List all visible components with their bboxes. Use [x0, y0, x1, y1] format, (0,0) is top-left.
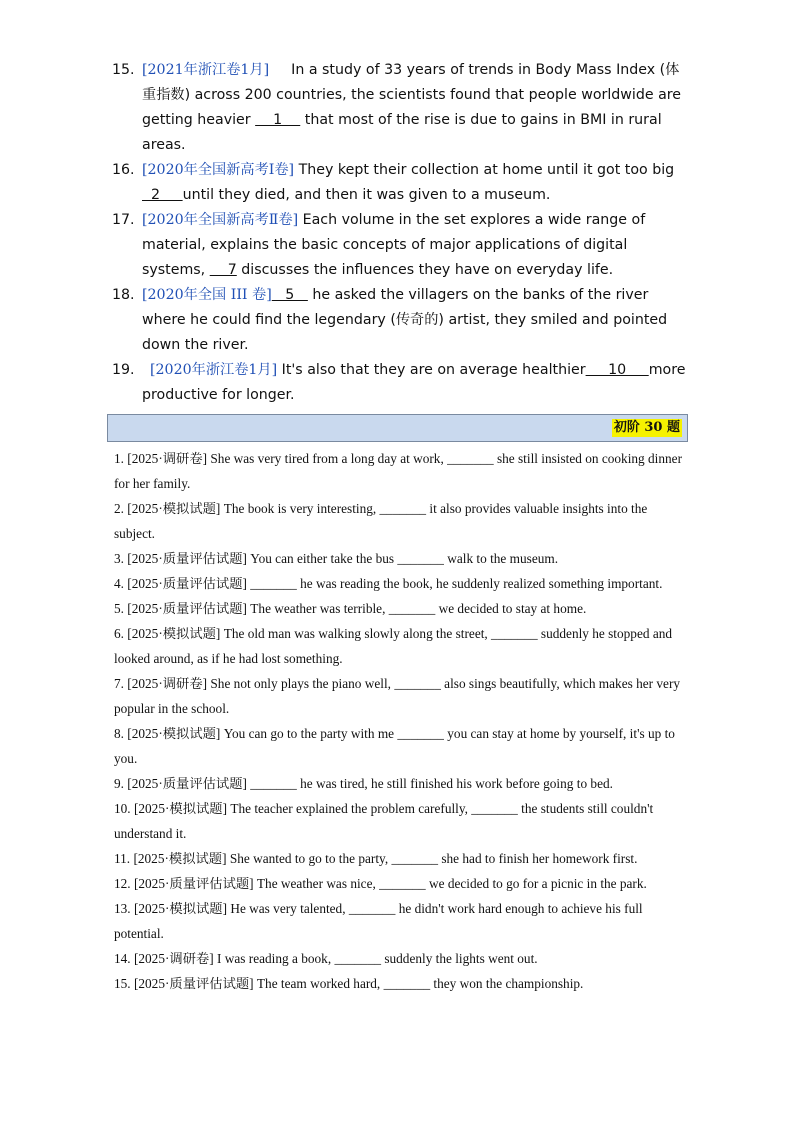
- question-15: [112, 58, 692, 158]
- answer-blank: 7: [209, 262, 237, 278]
- question-source: 8. [2025·模拟试题]: [114, 726, 221, 741]
- question-19: [112, 358, 692, 408]
- section-label: 初阶 30 题: [613, 420, 680, 435]
- question-text: The team worked hard, _______ they won the championship.: [253, 976, 584, 991]
- practice-question: [114, 671, 684, 721]
- question-17: [112, 208, 692, 283]
- answer-blank: 10: [585, 362, 649, 378]
- question-text: She wanted to go to the party, _______ she had to finish her homework first.: [226, 851, 638, 866]
- question-text: _______ he was reading the book, he suddenly realized something important.: [246, 576, 663, 591]
- question-text-pre: Each volume in the set explores a wide range of material, explains the basic concepts of major applications of digital systems,: [142, 212, 646, 278]
- question-text-pre: It's also that they are on average healthier: [277, 362, 586, 378]
- question-text: The old man was walking slowly along the street, _______ suddenly he stopped and looked around, as if he had lost something.: [114, 626, 673, 666]
- question-text-post: more productive for longer.: [142, 362, 686, 403]
- practice-question: [114, 721, 684, 771]
- question-source: [2020年全国新高考Ⅰ卷]: [142, 162, 295, 178]
- question-text: The teacher explained the problem carefully, _______ the students still couldn't understand it.: [114, 801, 654, 841]
- question-text: You can either take the bus _______ walk to the museum.: [246, 551, 559, 566]
- practice-question: [114, 496, 684, 546]
- question-source: 13. [2025·模拟试题]: [114, 901, 228, 916]
- question-source: 15. [2025·质量评估试题]: [114, 976, 254, 991]
- practice-question: [114, 796, 684, 846]
- question-source: 4. [2025·质量评估试题]: [114, 576, 247, 591]
- question-source: 12. [2025·质量评估试题]: [114, 876, 254, 891]
- question-text: She was very tired from a long day at work, _______ she still insisted on cooking dinner for her family.: [114, 451, 682, 491]
- question-text: He was very talented, _______ he didn't work hard enough to achieve his full potential.: [114, 901, 643, 941]
- question-source: 7. [2025·调研卷]: [114, 676, 208, 691]
- question-source: 2. [2025·模拟试题]: [114, 501, 221, 516]
- question-text: You can go to the party with me _______ you can stay at home by yourself, it's up to you.: [114, 726, 675, 766]
- question-source: [2020年浙江卷1月]: [150, 362, 278, 378]
- answer-blank: 2: [142, 187, 183, 203]
- question-source: 1. [2025·调研卷]: [114, 451, 208, 466]
- question-text: I was reading a book, _______ suddenly the lights went out.: [213, 951, 538, 966]
- question-number: 17.: [112, 212, 135, 228]
- previous-questions-list: [112, 58, 692, 408]
- question-number: 19.: [112, 362, 135, 378]
- practice-questions-list: [114, 446, 684, 996]
- question-text: She not only plays the piano well, _______ also sings beautifully, which makes her very popular in the school.: [114, 676, 681, 716]
- question-source: 11. [2025·模拟试题]: [114, 851, 227, 866]
- question-text: The book is very interesting, _______ it also provides valuable insights into the subject.: [114, 501, 648, 541]
- answer-blank: 1: [255, 112, 301, 128]
- question-text-post: that most of the rise is due to gains in BMI in rural areas.: [142, 112, 662, 153]
- section-banner: [107, 414, 688, 442]
- question-16: [112, 158, 692, 208]
- practice-question: [114, 896, 684, 946]
- question-text: The weather was nice, _______ we decided to go for a picnic in the park.: [253, 876, 647, 891]
- question-number: 16.: [112, 162, 135, 178]
- question-text-post: discusses the influences they have on everyday life.: [236, 262, 614, 278]
- question-source: 6. [2025·模拟试题]: [114, 626, 221, 641]
- practice-question: [114, 571, 684, 596]
- practice-question: [114, 771, 684, 796]
- question-source: 14. [2025·调研卷]: [114, 951, 214, 966]
- practice-question: [114, 946, 684, 971]
- question-source: 9. [2025·质量评估试题]: [114, 776, 247, 791]
- question-source: [2020年全国新高考Ⅱ卷]: [142, 212, 299, 228]
- question-source: [2021年浙江卷1月]: [142, 62, 270, 78]
- question-number: 15.: [112, 62, 135, 78]
- practice-question: [114, 446, 684, 496]
- question-text-post: until they died, and then it was given to a museum.: [182, 187, 551, 203]
- question-text-post: he asked the villagers on the banks of the river where he could find the legendary (传奇的) artist, they smiled and pointed down the river.: [142, 287, 668, 353]
- practice-question: [114, 596, 684, 621]
- practice-question: [114, 871, 684, 896]
- answer-blank: 5: [271, 287, 308, 303]
- question-source: 5. [2025·质量评估试题]: [114, 601, 247, 616]
- practice-question: [114, 971, 684, 996]
- question-source: 3. [2025·质量评估试题]: [114, 551, 247, 566]
- question-text-pre: They kept their collection at home until it got too big: [294, 162, 675, 178]
- question-text: The weather was terrible, _______ we decided to stay at home.: [246, 601, 587, 616]
- practice-question: [114, 621, 684, 671]
- question-text: _______ he was tired, he still finished his work before going to bed.: [246, 776, 613, 791]
- question-number: 18.: [112, 287, 135, 303]
- question-18: [112, 283, 692, 358]
- question-source: [2020年全国 III 卷]: [142, 287, 272, 303]
- practice-question: [114, 846, 684, 871]
- question-source: 10. [2025·模拟试题]: [114, 801, 228, 816]
- practice-question: [114, 546, 684, 571]
- question-text-pre: In a study of 33 years of trends in Body Mass Index (体重指数) across 200 countries, the scientists found that people worldwide are getting heavier: [142, 62, 682, 128]
